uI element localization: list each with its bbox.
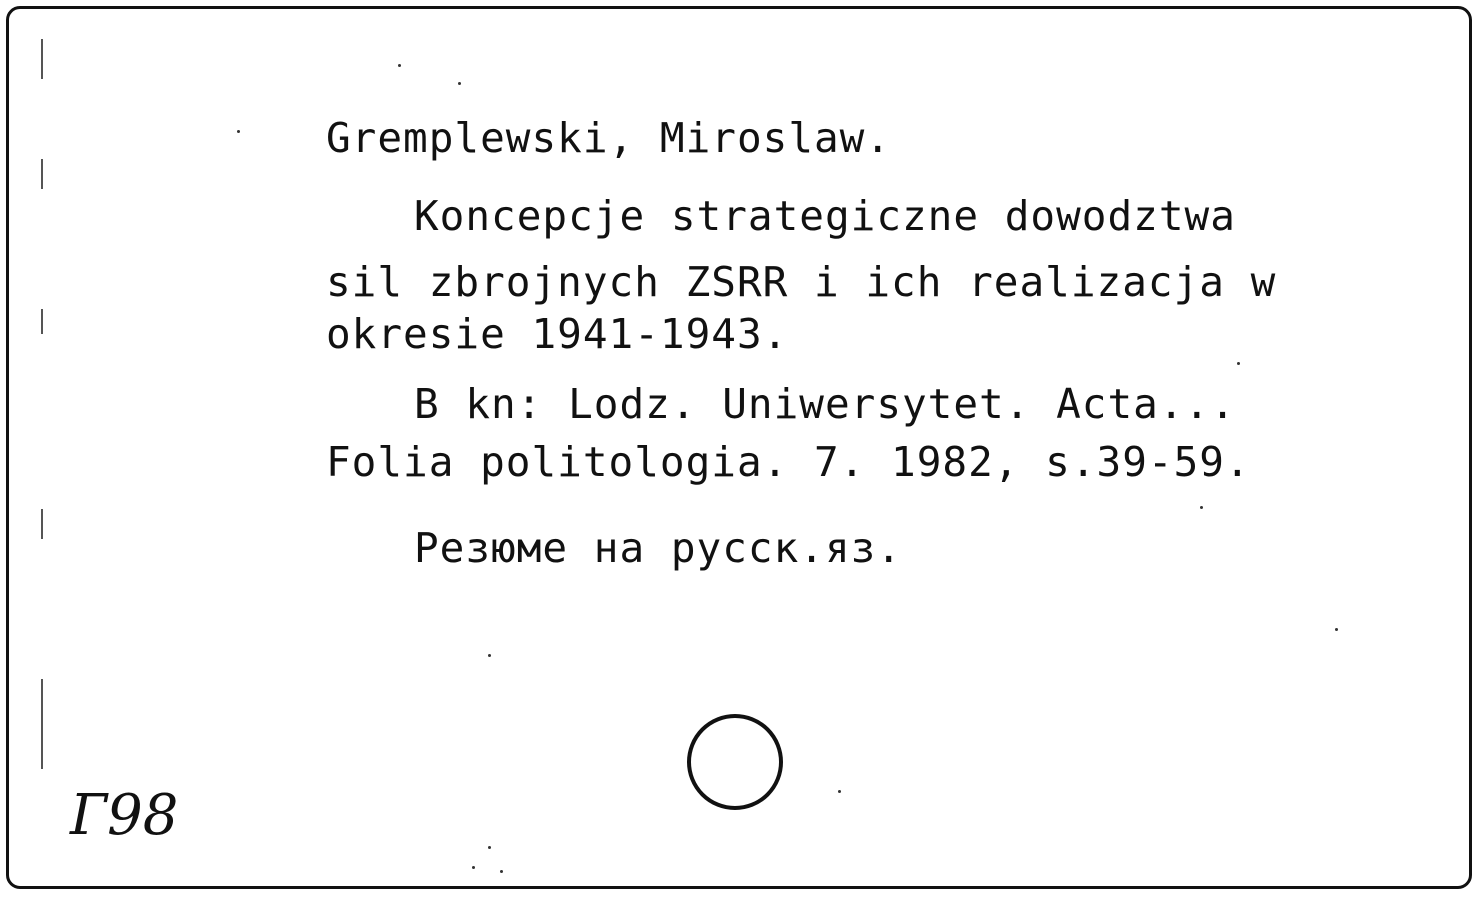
speck xyxy=(1335,628,1338,631)
handwritten-shelf-number: Г98 xyxy=(70,783,179,848)
edge-mark xyxy=(41,39,43,79)
author-heading: Gremplewski, Miroslaw. xyxy=(326,114,892,162)
edge-mark xyxy=(41,309,43,334)
speck xyxy=(398,64,401,67)
title-line-2: sil zbrojnych ZSRR i ich realizacja w xyxy=(326,258,1277,306)
edge-mark xyxy=(41,509,43,539)
title-line-1: Koncepcje strategiczne dowodztwa xyxy=(414,192,1236,240)
speck xyxy=(237,130,240,133)
speck xyxy=(472,866,475,869)
source-line-2: Folia politologia. 7. 1982, s.39-59. xyxy=(326,438,1251,486)
speck xyxy=(1200,506,1203,509)
summary-note: Резюме на русск.яз. xyxy=(414,524,902,572)
speck xyxy=(500,870,503,873)
title-line-3: okresie 1941-1943. xyxy=(326,310,789,358)
source-line-1: B kn: Lodz. Uniwersytet. Acta... xyxy=(414,380,1236,428)
punch-hole xyxy=(687,714,783,810)
speck xyxy=(458,82,461,85)
edge-mark xyxy=(41,159,43,189)
speck xyxy=(488,654,491,657)
speck xyxy=(838,790,841,793)
edge-mark xyxy=(41,679,43,769)
speck xyxy=(488,846,491,849)
speck xyxy=(1237,362,1240,365)
